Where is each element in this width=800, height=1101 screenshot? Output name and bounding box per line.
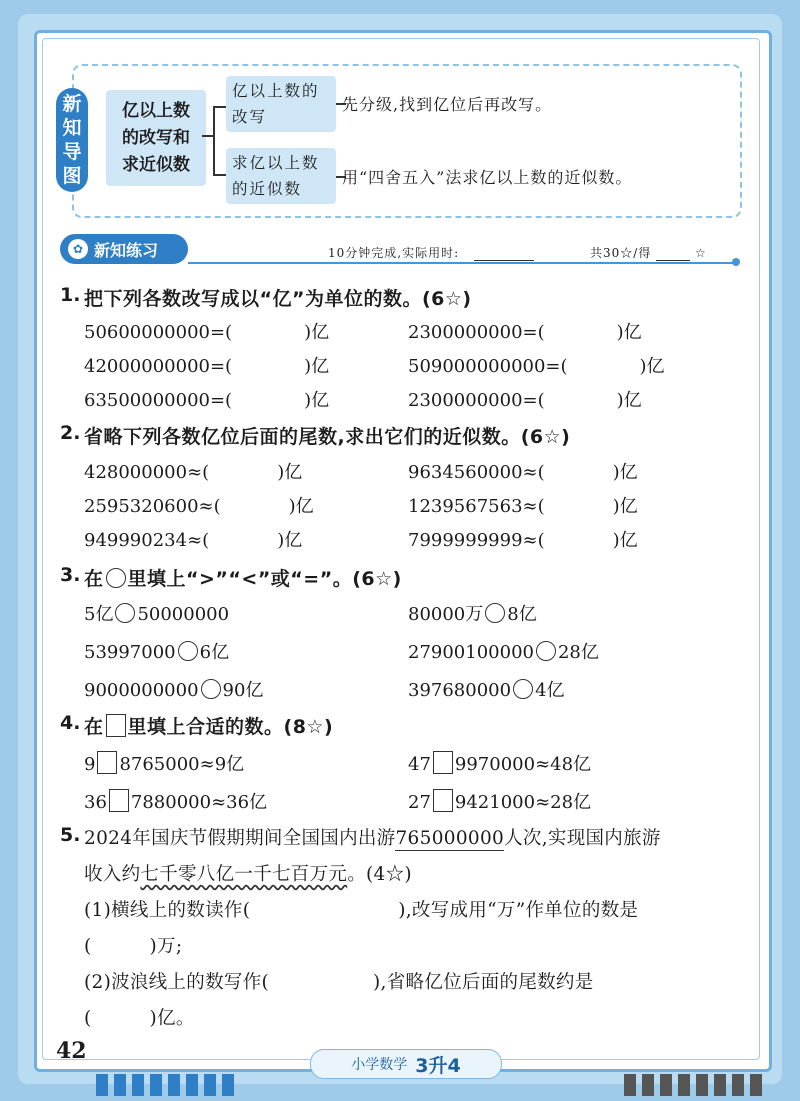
underlined-number: 765000000 — [395, 828, 505, 849]
footer-grade: 3升4 — [415, 1054, 461, 1077]
timer-label: 10分钟完成,实际用时: — [328, 246, 460, 260]
connector — [213, 106, 215, 174]
q1-item-2: 2300000000=( )亿 — [408, 322, 642, 343]
q2-title: 省略下列各数亿位后面的尾数,求出它们的近似数。(6☆) — [84, 426, 571, 448]
q1-number: 1. — [60, 284, 81, 306]
digit-box[interactable] — [109, 789, 129, 812]
map-node-approx — [226, 148, 336, 204]
main-topic-line: 亿以上数 — [122, 100, 190, 121]
q4-item-4: 27 9421000≈28亿 — [408, 788, 591, 814]
compare-circle[interactable] — [513, 679, 533, 699]
q5-sub-2-cont: ( )亿。 — [84, 1008, 195, 1029]
score-record — [590, 244, 707, 261]
map-node-approx-desc: 用“四舍五入”法求亿以上数的近似数。 — [342, 168, 633, 187]
q1-item-3: 42000000000=( )亿 — [84, 356, 330, 377]
knowledge-map-tag — [56, 88, 88, 192]
q2-item-1: 428000000≈( )亿 — [84, 462, 303, 483]
star-icon: ☆ — [694, 246, 707, 260]
map-node-rewrite-desc: 先分级,找到亿位后再改写。 — [342, 95, 553, 114]
q3-item-1: 5亿 50000000 — [84, 604, 230, 625]
q1-item-4: 509000000000=( )亿 — [408, 356, 665, 377]
q4-item-2: 47 9970000≈48亿 — [408, 750, 591, 776]
time-blank[interactable] — [474, 248, 534, 261]
node-line: 亿以上数的 — [232, 82, 320, 100]
q5-sub-1-cont: ( )万; — [84, 936, 183, 957]
map-main-topic — [106, 90, 206, 186]
tag-char: 图 — [62, 165, 82, 187]
score-blank[interactable] — [656, 248, 690, 261]
digit-box[interactable] — [97, 751, 117, 774]
q5-line-1: 2024年国庆节假期期间全国国内出游765000000人次,实现国内旅游 — [84, 828, 661, 849]
q3-item-6: 397680000 4亿 — [408, 680, 565, 701]
q2-item-5: 949990234≈( )亿 — [84, 530, 303, 551]
page-number: 42 — [56, 1038, 87, 1064]
circle-blank-icon — [106, 568, 126, 588]
node-line: 的近似数 — [232, 180, 303, 198]
section-label: 新知练习 — [94, 240, 159, 260]
wavy-underlined-number: 七千零八亿一千七百万元 — [140, 864, 348, 885]
q4-number: 4. — [60, 712, 81, 734]
q1-item-1: 50600000000=( )亿 — [84, 322, 330, 343]
book-footer-badge — [310, 1049, 502, 1079]
digit-box[interactable] — [433, 789, 453, 812]
node-line: 求亿以上数 — [232, 154, 320, 172]
compare-circle[interactable] — [485, 603, 505, 623]
connector — [213, 106, 226, 108]
compare-circle[interactable] — [115, 603, 135, 623]
node-line: 改写 — [232, 108, 268, 126]
time-record — [328, 244, 534, 261]
q3-item-5: 9000000000 90亿 — [84, 680, 264, 701]
compare-circle[interactable] — [178, 641, 198, 661]
q3-item-4: 27900100000 28亿 — [408, 642, 599, 663]
connector — [213, 174, 226, 176]
score-label: 共30☆/得 — [590, 246, 652, 260]
q1-title: 把下列各数改写成以“亿”为单位的数。(6☆) — [84, 288, 472, 310]
map-node-rewrite — [226, 76, 336, 132]
digit-box[interactable] — [433, 751, 453, 774]
footer-subject: 小学数学 — [351, 1057, 408, 1073]
decor-stripes-left — [96, 1074, 234, 1096]
q5-line-2: 收入约七千零八亿一千七百万元。(4☆) — [84, 864, 412, 885]
q1-item-6: 2300000000=( )亿 — [408, 390, 642, 411]
q5-number: 5. — [60, 824, 81, 846]
q4-item-1: 9 8765000≈9亿 — [84, 750, 244, 776]
decor-stripes-right — [624, 1074, 762, 1096]
main-topic-line: 的改写和 — [122, 127, 190, 148]
tag-char: 新 — [62, 93, 82, 115]
q1-item-5: 63500000000=( )亿 — [84, 390, 330, 411]
medal-icon: ✿ — [68, 239, 88, 259]
q2-item-3: 2595320600≈( )亿 — [84, 496, 314, 517]
q2-item-6: 7999999999≈( )亿 — [408, 530, 638, 551]
q2-item-4: 1239567563≈( )亿 — [408, 496, 638, 517]
q5-sub-1: (1)横线上的数读作( ),改写成用“万”作单位的数是 — [84, 900, 639, 921]
q3-number: 3. — [60, 564, 81, 586]
tag-char: 导 — [62, 141, 82, 163]
q2-item-2: 9634560000≈( )亿 — [408, 462, 638, 483]
section-divider-dot — [732, 258, 740, 266]
q5-sub-2: (2)波浪线上的数写作( ),省略亿位后面的尾数约是 — [84, 972, 594, 993]
q3-item-3: 53997000 6亿 — [84, 642, 230, 663]
tag-char: 知 — [62, 117, 82, 139]
q3-title: 在 里填上“>”“<”或“=”。(6☆) — [84, 568, 402, 590]
q3-item-2: 80000万 8亿 — [408, 604, 537, 625]
compare-circle[interactable] — [201, 679, 221, 699]
section-divider — [188, 262, 736, 264]
q2-number: 2. — [60, 422, 81, 444]
section-tag — [60, 234, 188, 264]
q4-title: 在 里填上合适的数。(8☆) — [84, 716, 334, 738]
square-blank-icon — [106, 714, 126, 737]
q4-item-3: 36 7880000≈36亿 — [84, 788, 267, 814]
main-topic-line: 求近似数 — [122, 154, 190, 175]
compare-circle[interactable] — [536, 641, 556, 661]
